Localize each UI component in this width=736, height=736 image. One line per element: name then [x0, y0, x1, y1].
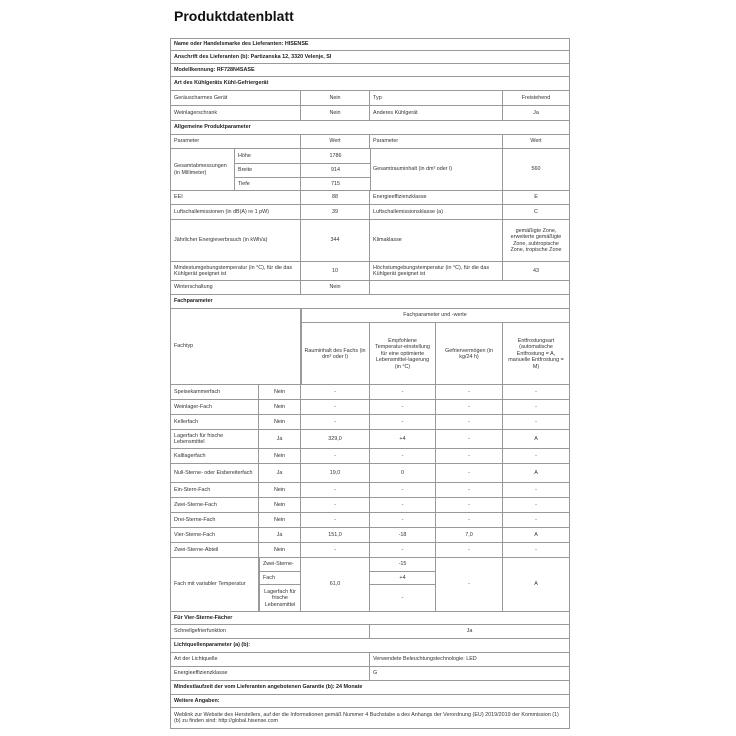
- dim-width-value: 914: [301, 163, 370, 177]
- variable-compartment-name: Fach mit variabler Temperatur: [171, 558, 259, 611]
- dimensions-row: [170, 149, 570, 191]
- product-data-sheet: [170, 0, 570, 736]
- compartment-present: Nein: [259, 498, 301, 512]
- row-value: Freistehend: [521, 94, 551, 101]
- light-heading-row: [170, 639, 570, 653]
- row-label: Luftschallemissionen (in dB(A) re 1 pW): [171, 205, 301, 219]
- table-row: [170, 498, 570, 513]
- device-type-heading: Art des Kühlgeräts Kühl-Gefriergerät: [174, 80, 269, 87]
- compartment-present: Nein: [259, 543, 301, 557]
- compartment-defrost: -: [535, 452, 537, 459]
- compartment-temp: -: [370, 449, 436, 463]
- compartment-volume: -: [301, 543, 370, 557]
- row-value: C: [534, 208, 538, 215]
- compartment-volume: 151,0: [301, 528, 370, 542]
- table-row: [170, 262, 570, 281]
- total-volume-label: Gesamtrauminhalt (in dm³ oder l): [370, 149, 503, 190]
- variable-defrost: A: [534, 581, 538, 588]
- compartment-volume: -: [301, 415, 370, 429]
- compartment-defrost: -: [535, 501, 537, 508]
- model-row: [170, 64, 570, 77]
- row-label: Typ: [370, 91, 503, 105]
- row-label: Geräuscharmes Gerät: [171, 91, 301, 105]
- general-heading-row: [170, 121, 570, 135]
- row-value: 88: [301, 191, 370, 204]
- compartment-defrost: A: [534, 531, 538, 538]
- row-label: Klimaklasse: [370, 220, 503, 261]
- table-row: [170, 528, 570, 543]
- page-title: Produktdatenblatt: [174, 8, 294, 24]
- compartment-present: Ja: [259, 464, 301, 482]
- row-value: Verwendete Beleuchtungstechnologie: LED: [373, 656, 477, 663]
- compartment-present: Nein: [259, 449, 301, 463]
- four-star-heading-row: [170, 612, 570, 625]
- row-label: Winterschaltung: [171, 281, 301, 294]
- compartment-freeze: -: [436, 513, 503, 527]
- table-row: [170, 430, 570, 449]
- device-type-heading-row: [170, 77, 570, 91]
- variable-sub-label: Fach: [259, 571, 301, 584]
- model-id: Modellkennung: RF728N4SASE: [174, 66, 255, 73]
- compartment-present: Nein: [259, 415, 301, 429]
- compartment-group-header: Fachparameter und -werte: [301, 309, 569, 323]
- dim-height-value: 1786: [329, 152, 342, 159]
- row-value: Ja: [533, 109, 539, 116]
- compartment-name: Drei-Sterne-Fach: [171, 513, 259, 527]
- row-value: E: [534, 194, 538, 201]
- variable-compartment-row: [170, 558, 570, 612]
- compartment-freeze: -: [436, 415, 503, 429]
- compartment-volume: -: [301, 400, 370, 414]
- compartment-freeze: -: [436, 464, 503, 482]
- compartment-present: Nein: [259, 385, 301, 399]
- compartment-name: Zwei-Sterne-Fach: [171, 498, 259, 512]
- compartment-temp: 0: [370, 464, 436, 482]
- variable-sub-label: Lagerfach für frische Lebensmittel: [259, 584, 301, 612]
- table-row: [170, 464, 570, 483]
- table-row: [170, 106, 570, 121]
- table-row: [170, 191, 570, 205]
- row-label: Art der Lichtquelle: [171, 653, 370, 666]
- compartment-name: Speisekammerfach: [171, 385, 259, 399]
- compartment-freeze: -: [436, 498, 503, 512]
- table-row: [170, 415, 570, 430]
- column-header: Parameter: [171, 135, 301, 148]
- table-row: [170, 483, 570, 498]
- dim-depth-value: 715: [301, 177, 370, 191]
- table-row: [170, 220, 570, 262]
- column-header: Wert: [530, 138, 542, 145]
- compartment-name: Lagerfach für frische Lebensmittel: [171, 430, 259, 448]
- row-label: Energieeffizienzklasse: [370, 191, 503, 204]
- compartment-defrost: -: [535, 403, 537, 410]
- supplier-address-row: [170, 51, 570, 64]
- compartment-temp: -: [370, 513, 436, 527]
- compartment-volume: -: [301, 513, 370, 527]
- light-heading: Lichtquellenparameter (a) (b):: [174, 642, 251, 649]
- row-label: Weinlagerschrank: [171, 106, 301, 120]
- table-row: [170, 625, 570, 639]
- compartment-defrost: -: [535, 486, 537, 493]
- warranty: Mindestlaufzeit der vom Lieferanten angebotenen Garantie (b): 24 Monate: [174, 684, 363, 691]
- compartment-volume: 19,0: [301, 464, 370, 482]
- row-value: 10: [301, 262, 370, 280]
- row-value: 344: [301, 220, 370, 261]
- compartment-type-label: Fachtyp: [171, 309, 301, 384]
- compartment-present: Ja: [259, 528, 301, 542]
- compartment-present: Nein: [259, 513, 301, 527]
- compartment-temp: -: [370, 385, 436, 399]
- variable-temp: -: [370, 584, 436, 612]
- compartment-temp: -: [370, 498, 436, 512]
- column-header: Gefriervermögen (in kg/24 h): [436, 323, 503, 385]
- compartment-freeze: -: [436, 449, 503, 463]
- table-row: [170, 667, 570, 681]
- compartment-temp: -18: [370, 528, 436, 542]
- row-label: Luftschallemissionsklasse (a): [370, 205, 503, 219]
- compartment-name: Vier-Sterne-Fach: [171, 528, 259, 542]
- table-row: [170, 205, 570, 220]
- column-header: Wert: [301, 135, 370, 148]
- compartments-header-row: [170, 309, 570, 385]
- compartment-name: Zwei-Sterne-Abteil: [171, 543, 259, 557]
- compartment-defrost: -: [535, 546, 537, 553]
- more-info-heading: Weitere Angaben:: [174, 697, 220, 704]
- row-value: G: [373, 670, 378, 677]
- table-row: [170, 543, 570, 558]
- compartment-defrost: -: [535, 516, 537, 523]
- compartment-volume: 329,0: [301, 430, 370, 448]
- variable-temp: -15: [370, 558, 436, 571]
- compartment-name: Kaltlagerfach: [171, 449, 259, 463]
- compartment-temp: -: [370, 543, 436, 557]
- table-row: [170, 91, 570, 106]
- compartment-freeze: -: [436, 483, 503, 497]
- supplier-address: Anschrift des Lieferanten (b): Partizanska 12, 3320 Velenje, SI: [174, 53, 332, 60]
- row-label: Schnellgefrierfunktion: [171, 625, 370, 638]
- table-row: [170, 653, 570, 667]
- row-value: Nein: [301, 106, 370, 120]
- row-label: Mindestumgebungstemperatur (in °C), für die das Kühlgerät geeignet ist: [171, 262, 301, 280]
- compartment-defrost: A: [534, 469, 538, 476]
- variable-sub-label: Zwei-Sterne-: [259, 558, 301, 571]
- compartments-heading: Fachparameter: [174, 298, 213, 305]
- row-label: Anderes Kühlgerät: [370, 106, 503, 120]
- compartment-present: Ja: [259, 430, 301, 448]
- compartment-freeze: -: [436, 400, 503, 414]
- general-header-row: [170, 135, 570, 149]
- compartment-volume: -: [301, 498, 370, 512]
- row-value: 43: [533, 267, 539, 274]
- row-value: 39: [301, 205, 370, 219]
- compartment-defrost: -: [535, 418, 537, 425]
- compartment-freeze: -: [436, 385, 503, 399]
- compartments-heading-row: [170, 295, 570, 309]
- more-info-heading-row: [170, 695, 570, 708]
- compartment-temp: -: [370, 483, 436, 497]
- supplier-name: Name oder Handelsmarke des Lieferanten: HISENSE: [174, 41, 309, 48]
- compartment-freeze: 7,0: [436, 528, 503, 542]
- compartment-present: Nein: [259, 483, 301, 497]
- table-row: [170, 449, 570, 464]
- compartment-name: Ein-Stern-Fach: [171, 483, 259, 497]
- compartment-temp: -: [370, 415, 436, 429]
- compartment-freeze: -: [436, 430, 503, 448]
- variable-volume: 61,0: [301, 558, 370, 611]
- table-row: [170, 385, 570, 400]
- general-heading: Allgemeine Produktparameter: [174, 124, 251, 131]
- manufacturer-weblink-text: Weblink zur Website des Herstellers, auf der die Informationen gemäß Nummer 4 Buchstabe a des Anhangs der Verordnung (EU) 2019/2019 der Kommission (1) (b) zu finden sind: http://global.hisense.com: [174, 711, 559, 724]
- compartment-freeze: -: [436, 543, 503, 557]
- compartment-temp: -: [370, 400, 436, 414]
- row-label: Jährlicher Energieverbrauch (in kWh/a): [171, 220, 301, 261]
- table-row: [170, 281, 570, 295]
- compartment-name: Kellerfach: [171, 415, 259, 429]
- row-label: EEI: [171, 191, 301, 204]
- row-value: gemäßigte Zone, erweiterte gemäßigte Zone, subtropische Zone, tropische Zone: [510, 227, 562, 253]
- table-row: [170, 400, 570, 415]
- dim-width-label: Breite: [235, 163, 301, 177]
- column-header: Parameter: [370, 135, 503, 148]
- dim-height-label: Höhe: [235, 149, 301, 163]
- supplier-name-row: [170, 38, 570, 51]
- compartment-defrost: -: [535, 388, 537, 395]
- compartment-volume: -: [301, 449, 370, 463]
- variable-temp: +4: [370, 571, 436, 584]
- warranty-row: [170, 681, 570, 695]
- total-volume-value: 560: [531, 166, 541, 173]
- row-value: Nein: [301, 281, 370, 294]
- compartment-volume: -: [301, 385, 370, 399]
- empty-cell: [370, 281, 569, 294]
- more-info-row: [170, 708, 570, 729]
- variable-freeze: -: [436, 558, 503, 611]
- compartment-name: Null-Sterne- oder Eisbereiterfach: [171, 464, 259, 482]
- compartment-volume: -: [301, 483, 370, 497]
- row-label: Höchstumgebungstemperatur (in °C), für die das Kühlgerät geeignet ist: [370, 262, 503, 280]
- row-value: Ja: [466, 628, 473, 635]
- compartment-name: Weinlager-Fach: [171, 400, 259, 414]
- column-header: Empfohlene Temperatur-einstellung für eine optimierte Lebensmittel-lagerung (in °C): [370, 323, 436, 385]
- compartment-defrost: A: [534, 435, 538, 442]
- compartment-temp: +4: [370, 430, 436, 448]
- four-star-heading: Für Vier-Sterne-Fächer: [174, 614, 233, 621]
- dimensions-label: Gesamtabmessungen (in Millimeter): [171, 149, 235, 190]
- dim-depth-label: Tiefe: [235, 177, 301, 191]
- compartment-present: Nein: [259, 400, 301, 414]
- column-header: Rauminhalt des Fachs (in dm³ oder l): [301, 323, 370, 385]
- column-header: Entfrostungsart (automatische Entfrostung = A, manuelle Entfrostung = M): [508, 337, 564, 370]
- row-value: Nein: [301, 91, 370, 105]
- row-label: Energieeffizienzklasse: [171, 667, 370, 680]
- table-row: [170, 513, 570, 528]
